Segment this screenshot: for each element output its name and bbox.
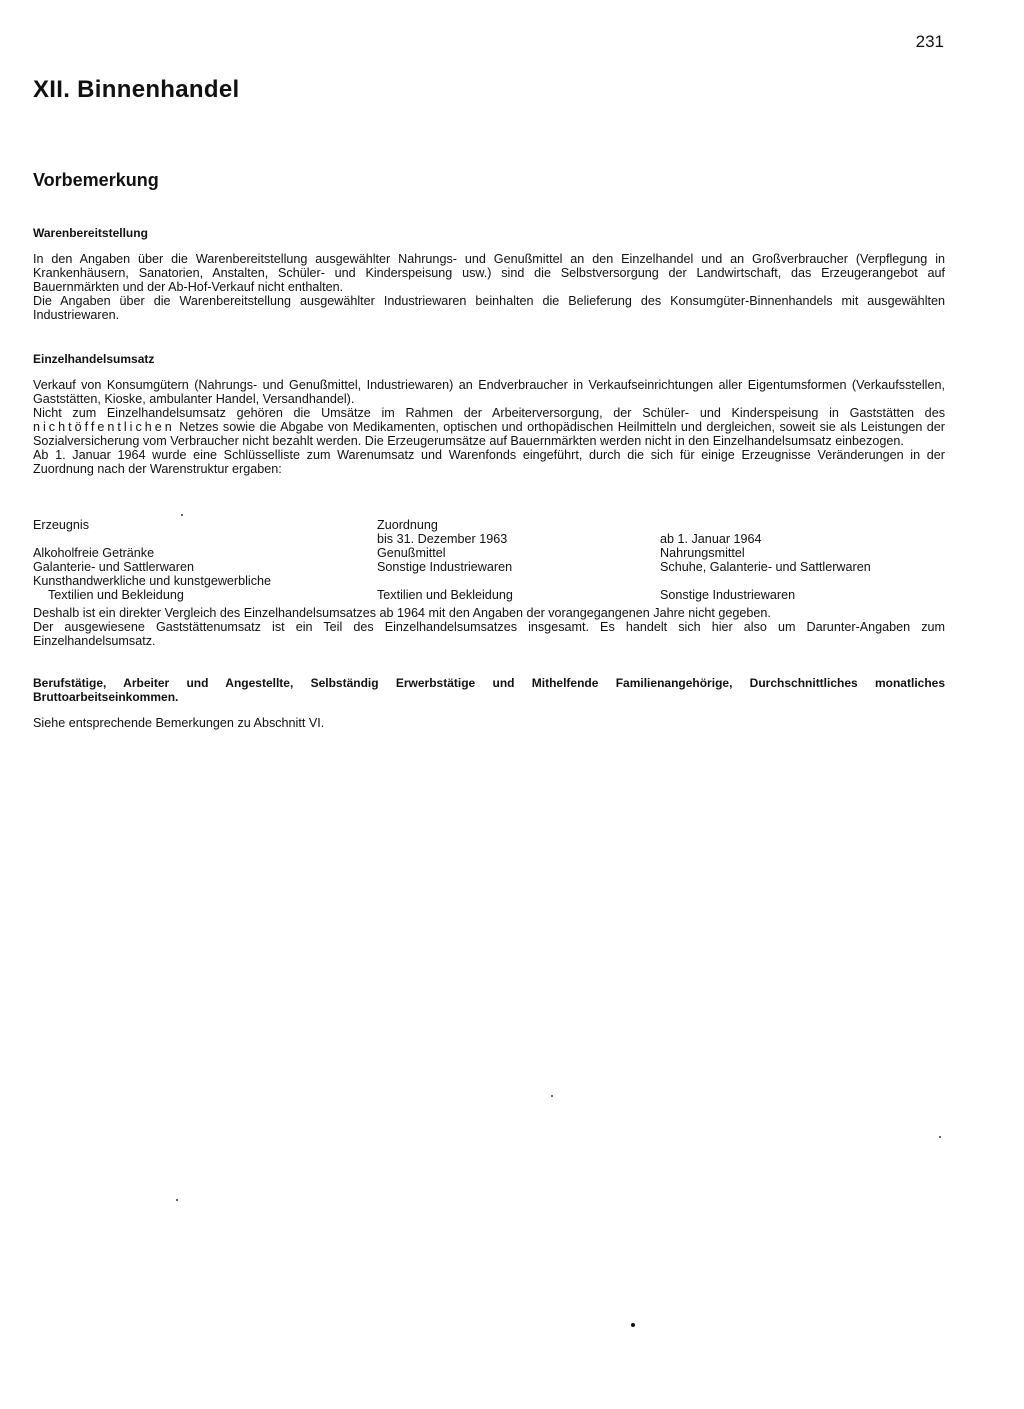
paragraph-gaststaettenumsatz: Der ausgewiesene Gaststättenumsatz ist ein Teil des Einzelhandelsumsatzes insgesamt. Es handelt sich hier also um Darunter-Angaben zum Einzelhandelsumsatz. xyxy=(33,620,945,648)
cell-product: Galanterie- und Sattlerwaren xyxy=(33,560,195,574)
page-number: 231 xyxy=(915,32,944,51)
table-row xyxy=(33,546,945,560)
heading-berufstaetige: Berufstätige, Arbeiter und Angestellte, Selbständig Erwerbstätige und Mithelfende Familienangehörige, Durchschnittliches monatliches Bruttoarbeitseinkommen. xyxy=(33,676,945,704)
cell-from: Sonstige Industriewaren xyxy=(660,588,796,602)
chapter-title: XII. Binnenhandel xyxy=(33,76,240,103)
paragraph-warenbereitstellung-1: In den Angaben über die Warenbereitstellung ausgewählter Nahrungs- und Genußmittel an den Einzelhandel und an Großverbraucher (Verpflegung in Krankenhäusern, Sanatorien, Anstalten, Schüler- und Kinderspeisung usw.) sind die Selbstversorgung der Landwirtschaft, das Erzeugerangebot auf Bauernmärkten und der Ab-Hof-Verkauf nicht enthalten. xyxy=(33,252,945,294)
scan-speck xyxy=(939,1136,941,1138)
paragraph-note: Siehe entsprechende Bemerkungen zu Abschnitt VI. xyxy=(33,716,325,730)
paragraph-einzelhandelsumsatz-2-start: Nicht zum Einzelhandelsumsatz gehören die Umsätze im Rahmen der Arbeiterversorgung, der Schüler- und Kinderspeisung in Gaststätten des xyxy=(33,406,945,420)
spaced-word-nichtoeffentlichen: nichtöffentlichen xyxy=(33,420,175,434)
cell-product-line1: Kunsthandwerkliche und kunstgewerbliche xyxy=(33,574,272,588)
table-row xyxy=(33,560,945,574)
paragraph-einzelhandelsumsatz-2 xyxy=(33,406,945,448)
table-row xyxy=(33,574,945,588)
cell-from: Nahrungsmittel xyxy=(660,546,745,560)
section-title: Vorbemerkung xyxy=(33,170,159,190)
cell-product-line2: Textilien und Bekleidung xyxy=(48,588,184,602)
scan-speck xyxy=(551,1095,553,1097)
document-body xyxy=(33,226,945,730)
header-product: Erzeugnis xyxy=(33,518,90,532)
paragraph-einzelhandelsumsatz-2-end: Netzes sowie die Abgabe von Medikamenten, optischen und orthopädischen Heilmitteln und dergleichen, soweit sie als Leistungen der Sozialversicherung vom Verbraucher nicht bezahlt werden. Die Erzeugerumsätze auf Bauernmärkten werden nicht in den Einzelhandelsumsatz einbezogen. xyxy=(33,420,945,448)
header-assignment: Zuordnung xyxy=(377,518,438,532)
cell-until: Genußmittel xyxy=(377,546,446,560)
assignment-table xyxy=(33,518,945,602)
paragraph-warenbereitstellung-2: Die Angaben über die Warenbereitstellung ausgewählter Industriewaren beinhalten die Belieferung des Konsumgüter-Binnenhandels mit ausgewählten Industriewaren. xyxy=(33,294,945,322)
heading-warenbereitstellung: Warenbereitstellung xyxy=(33,226,148,240)
cell-product: Alkoholfreie Getränke xyxy=(33,546,155,560)
table-header-row xyxy=(33,518,945,532)
paragraph-comparison: Deshalb ist ein direkter Vergleich des Einzelhandelsumsatzes ab 1964 mit den Angaben der vorangegangenen Jahre nicht gegeben. xyxy=(33,606,771,620)
cell-until: Textilien und Bekleidung xyxy=(377,588,513,602)
cell-from: Schuhe, Galanterie- und Sattlerwaren xyxy=(660,560,871,574)
scan-speck xyxy=(181,514,183,516)
paragraph-einzelhandelsumsatz-1: Verkauf von Konsumgütern (Nahrungs- und Genußmittel, Industriewaren) an Endverbraucher in Verkaufseinrichtungen aller Eigentumsformen (Verkaufsstellen, Gaststätten, Kioske, ambulanter Handel, Versandhandel). xyxy=(33,378,945,406)
scan-speck xyxy=(631,1323,635,1327)
table-subheader-row xyxy=(33,532,945,546)
paragraph-einzelhandelsumsatz-3: Ab 1. Januar 1964 wurde eine Schlüsselliste zum Warenumsatz und Warenfonds eingeführt, durch die sich für einige Erzeugnisse Veränderungen in der Zuordnung nach der Warenstruktur ergaben: xyxy=(33,448,945,476)
cell-until: Sonstige Industriewaren xyxy=(377,560,513,574)
header-from: ab 1. Januar 1964 xyxy=(660,532,762,546)
scan-speck xyxy=(176,1199,178,1201)
heading-einzelhandelsumsatz: Einzelhandelsumsatz xyxy=(33,352,155,366)
table-row xyxy=(33,588,945,602)
header-until: bis 31. Dezember 1963 xyxy=(377,532,508,546)
